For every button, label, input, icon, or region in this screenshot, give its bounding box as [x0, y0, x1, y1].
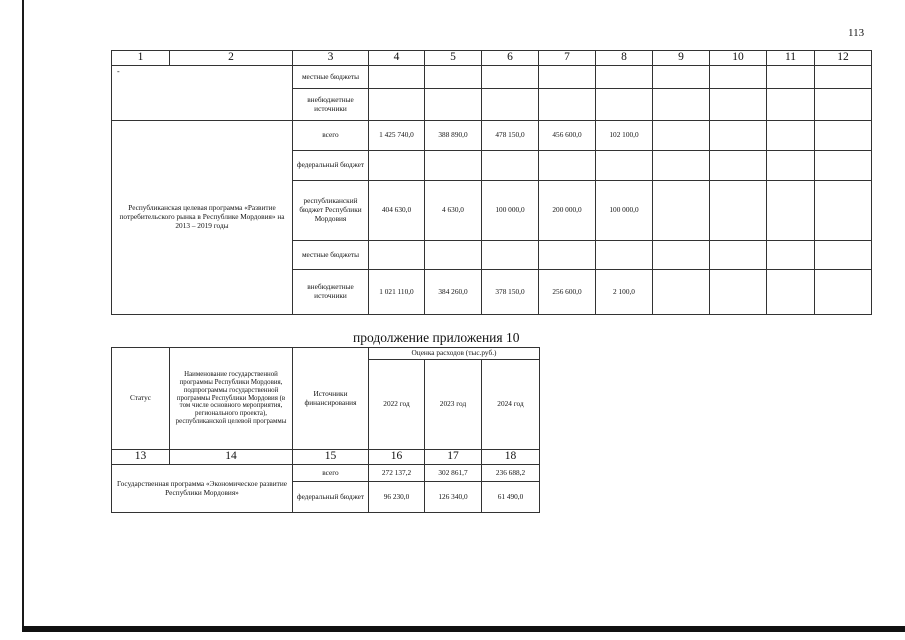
value-cell: 378 150,0 — [482, 270, 539, 315]
value-cell — [710, 66, 767, 89]
value-cell — [539, 241, 596, 270]
value-cell — [767, 121, 815, 151]
value-cell — [815, 181, 872, 241]
table-row — [112, 66, 872, 89]
column-number-row — [112, 450, 540, 465]
column-number: 14 — [170, 450, 293, 465]
value-cell — [482, 241, 539, 270]
value-cell: 302 861,7 — [425, 465, 482, 482]
value-cell: 256 600,0 — [539, 270, 596, 315]
value-cell — [815, 89, 872, 121]
value-cell — [815, 66, 872, 89]
table-row — [112, 465, 540, 482]
column-number: 12 — [815, 51, 872, 66]
value-cell — [710, 241, 767, 270]
value-cell: 126 340,0 — [425, 482, 482, 513]
status-header: Статус — [112, 348, 170, 450]
value-cell — [425, 151, 482, 181]
source-cell: федеральный бюджет — [293, 151, 369, 181]
value-cell — [596, 66, 653, 89]
value-cell: 456 600,0 — [539, 121, 596, 151]
value-cell — [767, 241, 815, 270]
column-number: 9 — [653, 51, 710, 66]
column-number: 7 — [539, 51, 596, 66]
bottom-table — [111, 347, 540, 513]
year-header: 2022 год — [369, 360, 425, 450]
value-cell — [596, 89, 653, 121]
column-number: 16 — [369, 450, 425, 465]
value-cell — [815, 121, 872, 151]
year-header: 2024 год — [482, 360, 540, 450]
column-number: 6 — [482, 51, 539, 66]
value-cell: 2 100,0 — [596, 270, 653, 315]
value-cell — [710, 270, 767, 315]
value-cell — [539, 89, 596, 121]
column-number: 15 — [293, 450, 369, 465]
column-number: 5 — [425, 51, 482, 66]
value-cell: 102 100,0 — [596, 121, 653, 151]
value-cell: 100 000,0 — [596, 181, 653, 241]
value-cell — [425, 89, 482, 121]
source-cell: местные бюджеты — [293, 66, 369, 89]
value-cell — [539, 151, 596, 181]
status-name-cell — [112, 66, 293, 121]
source-cell: местные бюджеты — [293, 241, 369, 270]
value-cell: 478 150,0 — [482, 121, 539, 151]
value-cell — [369, 151, 425, 181]
scan-left-border — [22, 0, 24, 632]
table-row — [112, 121, 872, 151]
value-cell — [710, 151, 767, 181]
status-dash: - — [117, 67, 120, 76]
value-cell — [653, 181, 710, 241]
value-cell — [710, 89, 767, 121]
value-cell: 384 260,0 — [425, 270, 482, 315]
top-table — [111, 50, 872, 315]
value-cell — [815, 270, 872, 315]
value-cell — [653, 151, 710, 181]
source-cell: всего — [293, 465, 369, 482]
value-cell — [369, 66, 425, 89]
value-cell — [653, 66, 710, 89]
value-cell — [596, 151, 653, 181]
value-cell — [767, 66, 815, 89]
value-cell: 61 490,0 — [482, 482, 540, 513]
source-cell: внебюджетные источники — [293, 89, 369, 121]
sources-header: Источники финансирования — [293, 348, 369, 450]
value-cell — [710, 181, 767, 241]
value-cell — [767, 181, 815, 241]
column-number: 18 — [482, 450, 540, 465]
value-cell: 272 137,2 — [369, 465, 425, 482]
value-cell — [710, 121, 767, 151]
value-cell: 236 688,2 — [482, 465, 540, 482]
value-cell — [815, 151, 872, 181]
column-number: 4 — [369, 51, 425, 66]
column-number: 3 — [293, 51, 369, 66]
value-cell — [539, 66, 596, 89]
value-cell — [653, 270, 710, 315]
value-cell — [653, 121, 710, 151]
value-cell — [653, 89, 710, 121]
value-cell: 200 000,0 — [539, 181, 596, 241]
value-cell — [653, 241, 710, 270]
value-cell: 1 425 740,0 — [369, 121, 425, 151]
source-cell: республиканский бюджет Республики Мордовия — [293, 181, 369, 241]
value-cell: 4 630,0 — [425, 181, 482, 241]
column-number: 17 — [425, 450, 482, 465]
scan-bottom-border — [22, 626, 905, 632]
column-number: 13 — [112, 450, 170, 465]
column-number: 10 — [710, 51, 767, 66]
column-number: 1 — [112, 51, 170, 66]
value-cell — [425, 241, 482, 270]
value-cell — [482, 66, 539, 89]
value-cell: 388 890,0 — [425, 121, 482, 151]
value-cell — [482, 89, 539, 121]
header-row — [112, 348, 540, 360]
value-cell — [482, 151, 539, 181]
value-cell — [425, 66, 482, 89]
estimate-header: Оценка расходов (тыс.руб.) — [369, 348, 540, 360]
year-header: 2023 год — [425, 360, 482, 450]
program-name-cell: Государственная программа «Экономическое развитие Республики Мордовия» — [112, 465, 293, 513]
value-cell: 100 000,0 — [482, 181, 539, 241]
column-number-row — [112, 51, 872, 66]
column-number: 2 — [170, 51, 293, 66]
column-number: 8 — [596, 51, 653, 66]
value-cell: 96 230,0 — [369, 482, 425, 513]
source-cell: внебюджетные источники — [293, 270, 369, 315]
value-cell — [815, 241, 872, 270]
value-cell: 404 630,0 — [369, 181, 425, 241]
source-cell: федеральный бюджет — [293, 482, 369, 513]
value-cell — [767, 89, 815, 121]
page-number: 113 — [848, 27, 865, 39]
program-name-cell: Республиканская целевая программа «Развитие потребительского рынка в Республике Мордовия» на 2013 – 2019 годы — [112, 121, 293, 315]
name-header: Наименование государственной программы Республики Мордовия, подпрограммы государственной программы Республики Мордовия (в том числе основного мероприятия, регионального проекта), республиканской целевой программы — [170, 348, 293, 450]
value-cell — [767, 151, 815, 181]
value-cell: 1 021 110,0 — [369, 270, 425, 315]
value-cell — [596, 241, 653, 270]
value-cell — [767, 270, 815, 315]
appendix-caption: продолжение приложения 10 — [353, 330, 520, 345]
value-cell — [369, 89, 425, 121]
source-cell: всего — [293, 121, 369, 151]
column-number: 11 — [767, 51, 815, 66]
value-cell — [369, 241, 425, 270]
